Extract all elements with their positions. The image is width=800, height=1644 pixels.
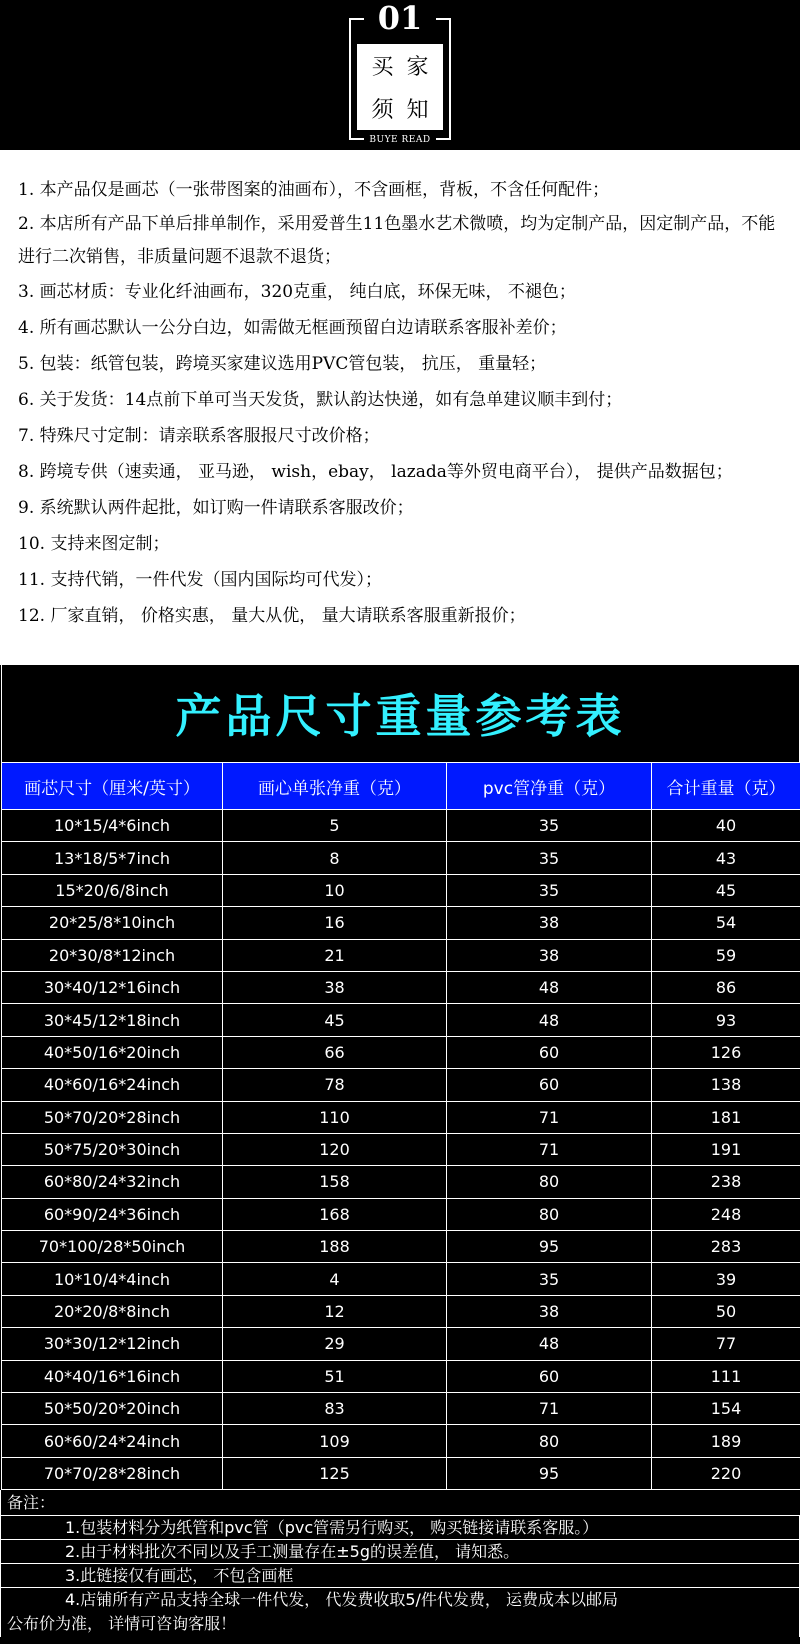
cell-size: 50*50/20*20inch [2,1393,223,1425]
cell-total-weight: 43 [652,842,800,874]
cell-canvas-weight: 12 [223,1295,447,1327]
cell-total-weight: 154 [652,1393,800,1425]
notice-list [0,150,800,665]
buyer-notice-header [0,0,800,150]
cell-size: 40*40/16*16inch [2,1360,223,1392]
table-row [2,1425,800,1457]
cell-size: 13*18/5*7inch [2,842,223,874]
notice-item: 11. 支持代销，一件代发（国内国际均可代发）； [18,570,382,590]
table-row [2,1166,800,1198]
cell-pvc-weight: 35 [447,842,652,874]
table-row [2,907,800,939]
table-row [2,1133,800,1165]
header-char: 须 [371,98,394,123]
note-line: 1.包装材料分为纸管和pvc管（pvc管需另行购买， 购买链接请联系客服。） [0,1515,800,1539]
note-line-part: 4.店铺所有产品支持全球一件代发， 代发费收取5/件代发费， 运费成本以邮局 [65,1590,619,1610]
cell-canvas-weight: 78 [223,1069,447,1101]
size-weight-table [1,762,800,1490]
table-row [2,1295,800,1327]
notice-item: 6. 关于发货：14点前下单可当天发货，默认韵达快递，如有急单建议顺丰到付； [18,390,623,410]
cell-size: 70*100/28*50inch [2,1231,223,1263]
cell-pvc-weight: 80 [447,1198,652,1230]
cell-total-weight: 220 [652,1457,800,1489]
cell-size: 15*20/6/8inch [2,874,223,906]
table-row [2,874,800,906]
cell-size: 50*70/20*28inch [2,1101,223,1133]
table-header-row [2,763,800,810]
cell-size: 40*60/16*24inch [2,1069,223,1101]
cell-total-weight: 189 [652,1425,800,1457]
cell-size: 10*15/4*6inch [2,810,223,842]
cell-pvc-weight: 35 [447,1263,652,1295]
notice-item: 12. 厂家直销， 价格实惠， 量大从优， 量大请联系客服重新报价； [18,606,526,626]
cell-pvc-weight: 95 [447,1231,652,1263]
cell-pvc-weight: 71 [447,1101,652,1133]
column-header-canvas-weight: 画心单张净重（克） [223,763,447,810]
table-row [2,1198,800,1230]
cell-canvas-weight: 29 [223,1328,447,1360]
table-row [2,1360,800,1392]
notice-item: 7. 特殊尺寸定制：请亲联系客服报尺寸改价格； [18,426,380,446]
cell-canvas-weight: 10 [223,874,447,906]
cell-pvc-weight: 48 [447,1328,652,1360]
cell-pvc-weight: 38 [447,1295,652,1327]
cell-pvc-weight: 95 [447,1457,652,1489]
table-row [2,1457,800,1489]
note-line: 2.由于材料批次不同以及手工测量存在±5g的误差值， 请知悉。 [0,1539,800,1563]
header-subtitle: BUYE READ [364,132,436,148]
cell-total-weight: 50 [652,1295,800,1327]
notice-item: 10. 支持来图定制； [18,534,170,554]
notice-item: 5. 包装：纸管包装，跨境买家建议选用PVC管包装， 抗压， 重量轻； [18,354,547,374]
cell-canvas-weight: 158 [223,1166,447,1198]
notes-section [0,1490,800,1637]
table-row [2,1036,800,1068]
column-header-total-weight: 合计重量（克） [652,763,800,810]
cell-total-weight: 39 [652,1263,800,1295]
cell-pvc-weight: 48 [447,971,652,1003]
table-row [2,939,800,971]
cell-size: 60*60/24*24inch [2,1425,223,1457]
notice-item: 3. 画芯材质：专业化纤油画布，320克重， 纯白底，环保无味， 不褪色； [18,282,576,302]
section-number: 01 [364,0,436,36]
cell-canvas-weight: 51 [223,1360,447,1392]
cell-canvas-weight: 188 [223,1231,447,1263]
cell-pvc-weight: 35 [447,874,652,906]
cell-pvc-weight: 35 [447,810,652,842]
notice-item: 4. 所有画芯默认一公分白边，如需做无框画预留白边请联系客服补差价； [18,318,567,338]
cell-total-weight: 181 [652,1101,800,1133]
table-row [2,1004,800,1036]
table-row [2,842,800,874]
cell-total-weight: 77 [652,1328,800,1360]
cell-pvc-weight: 60 [447,1360,652,1392]
table-row [2,971,800,1003]
cell-canvas-weight: 83 [223,1393,447,1425]
cell-total-weight: 238 [652,1166,800,1198]
cell-canvas-weight: 109 [223,1425,447,1457]
notice-item: 9. 系统默认两件起批，如订购一件请联系客服改价； [18,498,414,518]
cell-size: 70*70/28*28inch [2,1457,223,1489]
cell-canvas-weight: 4 [223,1263,447,1295]
cell-size: 30*40/12*16inch [2,971,223,1003]
cell-size: 10*10/4*4inch [2,1263,223,1295]
cell-total-weight: 248 [652,1198,800,1230]
table-row [2,1101,800,1133]
cell-canvas-weight: 110 [223,1101,447,1133]
cell-canvas-weight: 5 [223,810,447,842]
cell-canvas-weight: 38 [223,971,447,1003]
cell-pvc-weight: 71 [447,1393,652,1425]
cell-total-weight: 283 [652,1231,800,1263]
table-title: 产品尺寸重量参考表 [1,665,800,762]
notice-item: 2. 本店所有产品下单后排单制作，采用爱普生11色墨水艺术微喷，均为定制产品，因定制产品，不能进行二次销售，非质量问题不退款不退货； [18,214,776,267]
table-row [2,1393,800,1425]
header-char: 家 [406,55,429,80]
cell-total-weight: 45 [652,874,800,906]
table-row [2,1263,800,1295]
cell-canvas-weight: 45 [223,1004,447,1036]
cell-size: 30*30/12*12inch [2,1328,223,1360]
cell-canvas-weight: 120 [223,1133,447,1165]
table-row [2,810,800,842]
note-line: 3.此链接仅有画芯， 不包含画框 [0,1563,800,1587]
header-char: 知 [406,98,429,123]
cell-total-weight: 54 [652,907,800,939]
notice-item: 8. 跨境专供（速卖通， 亚马逊， wish，ebay， lazada等外贸电商平台）， 提供产品数据包； [18,462,733,482]
cell-total-weight: 86 [652,971,800,1003]
cell-total-weight: 126 [652,1036,800,1068]
cell-canvas-weight: 66 [223,1036,447,1068]
cell-pvc-weight: 71 [447,1133,652,1165]
notice-item: 1. 本产品仅是画芯（一张带图案的油画布），不含画框，背板，不含任何配件； [18,180,610,200]
cell-pvc-weight: 60 [447,1069,652,1101]
size-weight-table-section [0,665,800,1490]
cell-total-weight: 59 [652,939,800,971]
cell-size: 20*25/8*10inch [2,907,223,939]
cell-pvc-weight: 80 [447,1425,652,1457]
note-line-part: 公布价为准， 详情可咨询客服！ [7,1614,237,1634]
cell-size: 20*20/8*8inch [2,1295,223,1327]
table-row [2,1069,800,1101]
cell-total-weight: 111 [652,1360,800,1392]
cell-pvc-weight: 60 [447,1036,652,1068]
cell-size: 30*45/12*18inch [2,1004,223,1036]
cell-canvas-weight: 21 [223,939,447,971]
cell-size: 60*80/24*32inch [2,1166,223,1198]
notes-heading: 备注： [0,1490,800,1515]
cell-total-weight: 93 [652,1004,800,1036]
header-char: 买 [371,55,394,80]
cell-total-weight: 191 [652,1133,800,1165]
column-header-pvc-weight: pvc管净重（克） [447,763,652,810]
header-title-box [357,44,443,130]
table-row [2,1231,800,1263]
note-line [0,1587,800,1637]
cell-canvas-weight: 8 [223,842,447,874]
cell-pvc-weight: 48 [447,1004,652,1036]
cell-total-weight: 40 [652,810,800,842]
cell-pvc-weight: 38 [447,939,652,971]
cell-size: 40*50/16*20inch [2,1036,223,1068]
table-row [2,1328,800,1360]
cell-total-weight: 138 [652,1069,800,1101]
cell-size: 20*30/8*12inch [2,939,223,971]
cell-size: 50*75/20*30inch [2,1133,223,1165]
cell-size: 60*90/24*36inch [2,1198,223,1230]
cell-pvc-weight: 80 [447,1166,652,1198]
cell-pvc-weight: 38 [447,907,652,939]
column-header-size: 画芯尺寸（厘米/英寸） [2,763,223,810]
cell-canvas-weight: 125 [223,1457,447,1489]
cell-canvas-weight: 16 [223,907,447,939]
cell-canvas-weight: 168 [223,1198,447,1230]
